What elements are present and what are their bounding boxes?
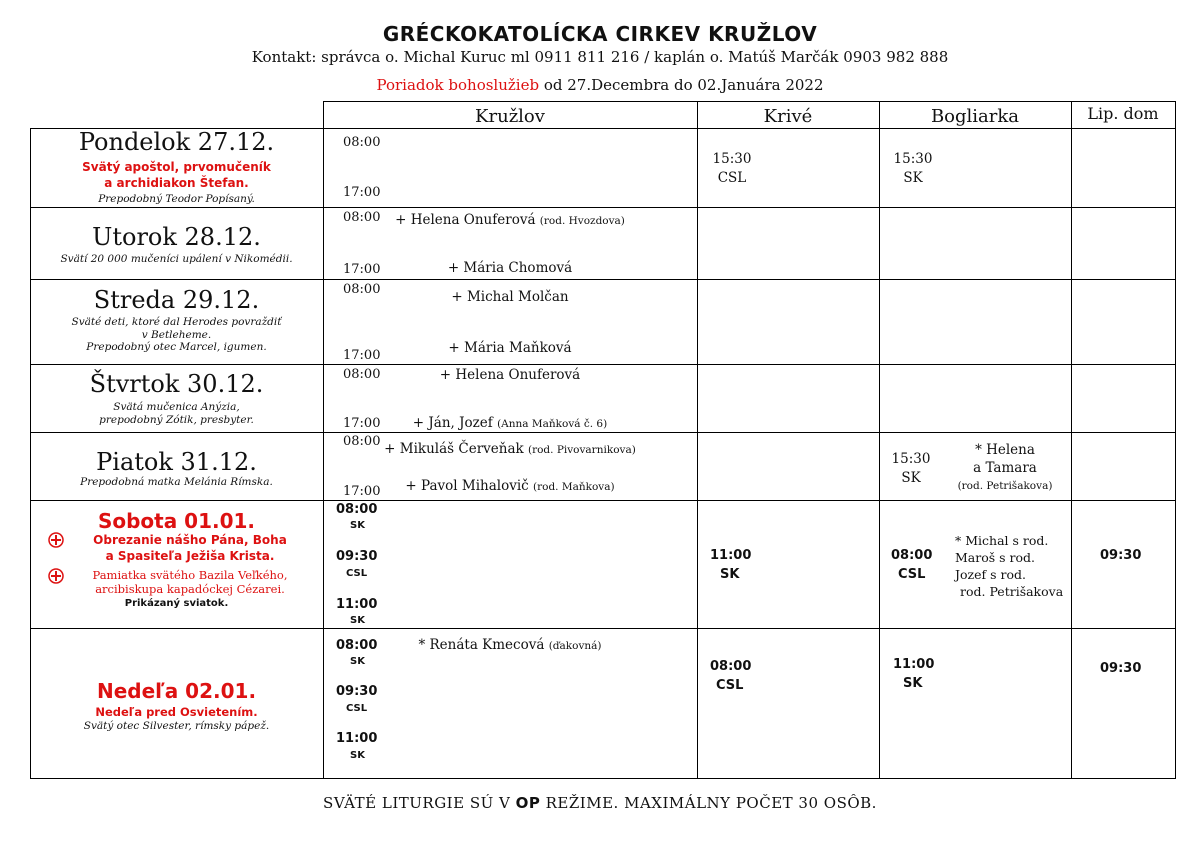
- krive-time: 11:00: [710, 548, 752, 563]
- rite-label: SK: [350, 520, 365, 531]
- intention: + Pavol Mihalovič (rod. Maňkova): [405, 478, 615, 494]
- intention: + Mária Chomová: [447, 260, 573, 276]
- bogliarka-service: [889, 450, 933, 488]
- intention-line: a Tamara: [973, 460, 1037, 476]
- krive-time: 08:00: [710, 659, 752, 674]
- day-label-feast: Nedeľa 02.01.: [96, 679, 257, 703]
- feast-secondary: Prepodobný Teodor Popísaný.: [98, 193, 255, 205]
- feast-line: arcibiskupa kapadóckej Cézarei.: [95, 582, 285, 596]
- intention: + Helena Onuferová (rod. Hvozdova): [395, 212, 625, 228]
- time-label: 08:00: [336, 638, 378, 653]
- feast-primary: [30, 159, 323, 191]
- bogliarka-intention: [955, 532, 1067, 600]
- service-rite: CSL: [717, 170, 747, 186]
- time-label: 17:00: [343, 185, 381, 200]
- feast-line: prepodobný Zótik, presbyter.: [99, 413, 254, 426]
- intention: + Helena Onuferová: [439, 367, 581, 383]
- feast-secondary: Prepodobná matka Melánia Rímska.: [80, 476, 273, 488]
- intention-line: Jozef s rod.: [955, 567, 1026, 582]
- grid-line: [30, 364, 1175, 365]
- grid-line: [1175, 101, 1176, 779]
- grid-line: [1071, 101, 1072, 779]
- feast-line: Svätý apoštol, prvomučeník: [82, 160, 271, 174]
- time-label: 08:00: [343, 367, 381, 382]
- krive-service: [710, 150, 754, 188]
- column-header-lipdom: Lip. dom: [1087, 104, 1159, 123]
- feast-secondary: Svätý otec Silvester, rímsky pápež.: [83, 720, 270, 732]
- intention-line: * Helena: [975, 442, 1035, 458]
- grid-line: [697, 101, 698, 779]
- time-label: 11:00: [336, 731, 378, 746]
- feast-line: Obrezanie nášho Pána, Boha: [93, 533, 287, 547]
- bogliarka-rite: CSL: [898, 567, 926, 582]
- schedule-dates: od 27.Decembra do 02.Januára 2022: [539, 76, 824, 94]
- feast-secondary: [30, 316, 323, 354]
- bogliarka-time: 11:00: [893, 657, 935, 672]
- column-header-krive: Krivé: [763, 106, 813, 127]
- intention: + Michal Molčan: [451, 289, 569, 305]
- feast-line: a archidiakon Štefan.: [104, 176, 249, 190]
- contact-line: Kontakt: správca o. Michal Kuruc ml 0911 811 216 / kaplán o. Matúš Marčák 0903 982 888: [251, 48, 949, 66]
- grid-line: [30, 432, 1175, 433]
- feast-line: Sväté deti, ktoré dal Herodes povraždiť: [71, 316, 282, 328]
- time-label: 09:30: [336, 549, 378, 564]
- time-label: 17:00: [343, 262, 381, 277]
- rite-label: SK: [350, 750, 365, 761]
- intention: + Mária Maňková: [448, 340, 572, 356]
- feast-line: Prepodobný otec Marcel, igumen.: [86, 341, 267, 353]
- feast-line: Pamiatka svätého Bazila Veľkého,: [92, 568, 288, 582]
- feast-secondary: Svätí 20 000 mučeníci upálení v Nikomédii.: [60, 253, 293, 265]
- day-label: Streda 29.12.: [93, 286, 260, 314]
- grid-line: [323, 101, 1175, 102]
- grid-line: [30, 207, 1175, 208]
- feast-secondary: [62, 568, 318, 596]
- intention: + Ján, Jozef (Anna Maňková č. 6): [412, 415, 608, 431]
- time-label: 11:00: [336, 597, 378, 612]
- lipdom-time: 09:30: [1100, 548, 1142, 563]
- bogliarka-time: 08:00: [891, 548, 933, 563]
- obligatory-feast-note: Prikázaný sviatok.: [124, 598, 229, 609]
- day-label-feast: Sobota 01.01.: [97, 509, 256, 533]
- rite-label: CSL: [346, 568, 368, 579]
- grid-line: [30, 778, 1175, 779]
- day-label: Piatok 31.12.: [96, 448, 257, 476]
- time-label: 17:00: [343, 348, 381, 363]
- krive-rite: CSL: [716, 678, 744, 693]
- bogliarka-rite: SK: [903, 676, 923, 691]
- feast-line: Svätá mučenica Anýzia,: [113, 401, 240, 413]
- day-label: Pondelok 27.12.: [78, 128, 275, 156]
- time-label: 09:30: [336, 684, 378, 699]
- intention-line: * Michal s rod.: [955, 533, 1049, 548]
- grid-line: [30, 279, 1175, 280]
- rite-label: SK: [350, 656, 365, 667]
- footer-bold: OP: [515, 794, 541, 812]
- column-header-kruzlov: Kružlov: [475, 106, 545, 127]
- time-label: 17:00: [343, 484, 381, 499]
- feast-line: v Betleheme.: [141, 328, 212, 341]
- feast-primary: Nedeľa pred Osvietením.: [95, 705, 258, 719]
- bogliarka-intention: [945, 441, 1065, 495]
- time-label: 08:00: [343, 135, 381, 150]
- time-label: 08:00: [336, 502, 378, 517]
- grid-line: [879, 101, 880, 779]
- time-label: 08:00: [343, 282, 381, 297]
- intention-line: Maroš s rod.: [955, 550, 1036, 565]
- service-time: 15:30: [891, 451, 931, 467]
- footer-text: REŽIME. MAXIMÁLNY POČET 30 OSÔB.: [540, 794, 877, 812]
- schedule-label: Poriadok bohoslužieb: [376, 76, 540, 94]
- rite-label: SK: [350, 615, 365, 626]
- intention-line: rod. Petrišakova: [960, 584, 1064, 599]
- krive-rite: SK: [720, 567, 740, 582]
- lipdom-time: 09:30: [1100, 661, 1142, 676]
- column-header-bogliarka: Bogliarka: [930, 106, 1020, 127]
- time-label: 08:00: [343, 434, 381, 449]
- page-title: GRÉCKOKATOLÍCKA CIRKEV KRUŽLOV: [382, 22, 818, 46]
- intention-line: (rod. Petrišakova): [957, 480, 1053, 492]
- day-label: Štvrtok 30.12.: [89, 370, 264, 398]
- time-label: 17:00: [343, 416, 381, 431]
- rite-label: CSL: [346, 703, 368, 714]
- intention: + Mikuláš Červeňak (rod. Pivovarnikova): [384, 441, 636, 457]
- grid-line: [30, 500, 1175, 501]
- feast-secondary: [30, 401, 323, 426]
- grid-line: [30, 628, 1175, 629]
- footer-text: SVÄTÉ LITURGIE SÚ V: [323, 794, 516, 812]
- feast-line: a Spasiteľa Ježiša Krista.: [105, 549, 275, 563]
- day-label: Utorok 28.12.: [92, 223, 261, 251]
- footer-note: [0, 794, 1200, 812]
- bogliarka-service: [891, 150, 935, 188]
- service-time: 15:30: [893, 151, 933, 167]
- intention: * Renáta Kmecová (ďakovná): [418, 637, 602, 653]
- grid-line: [323, 101, 324, 779]
- time-label: 08:00: [343, 210, 381, 225]
- service-time: 15:30: [712, 151, 752, 167]
- schedule-period: [0, 76, 1200, 94]
- service-rite: SK: [903, 170, 923, 186]
- service-rite: SK: [901, 470, 921, 486]
- feast-primary: [62, 532, 318, 564]
